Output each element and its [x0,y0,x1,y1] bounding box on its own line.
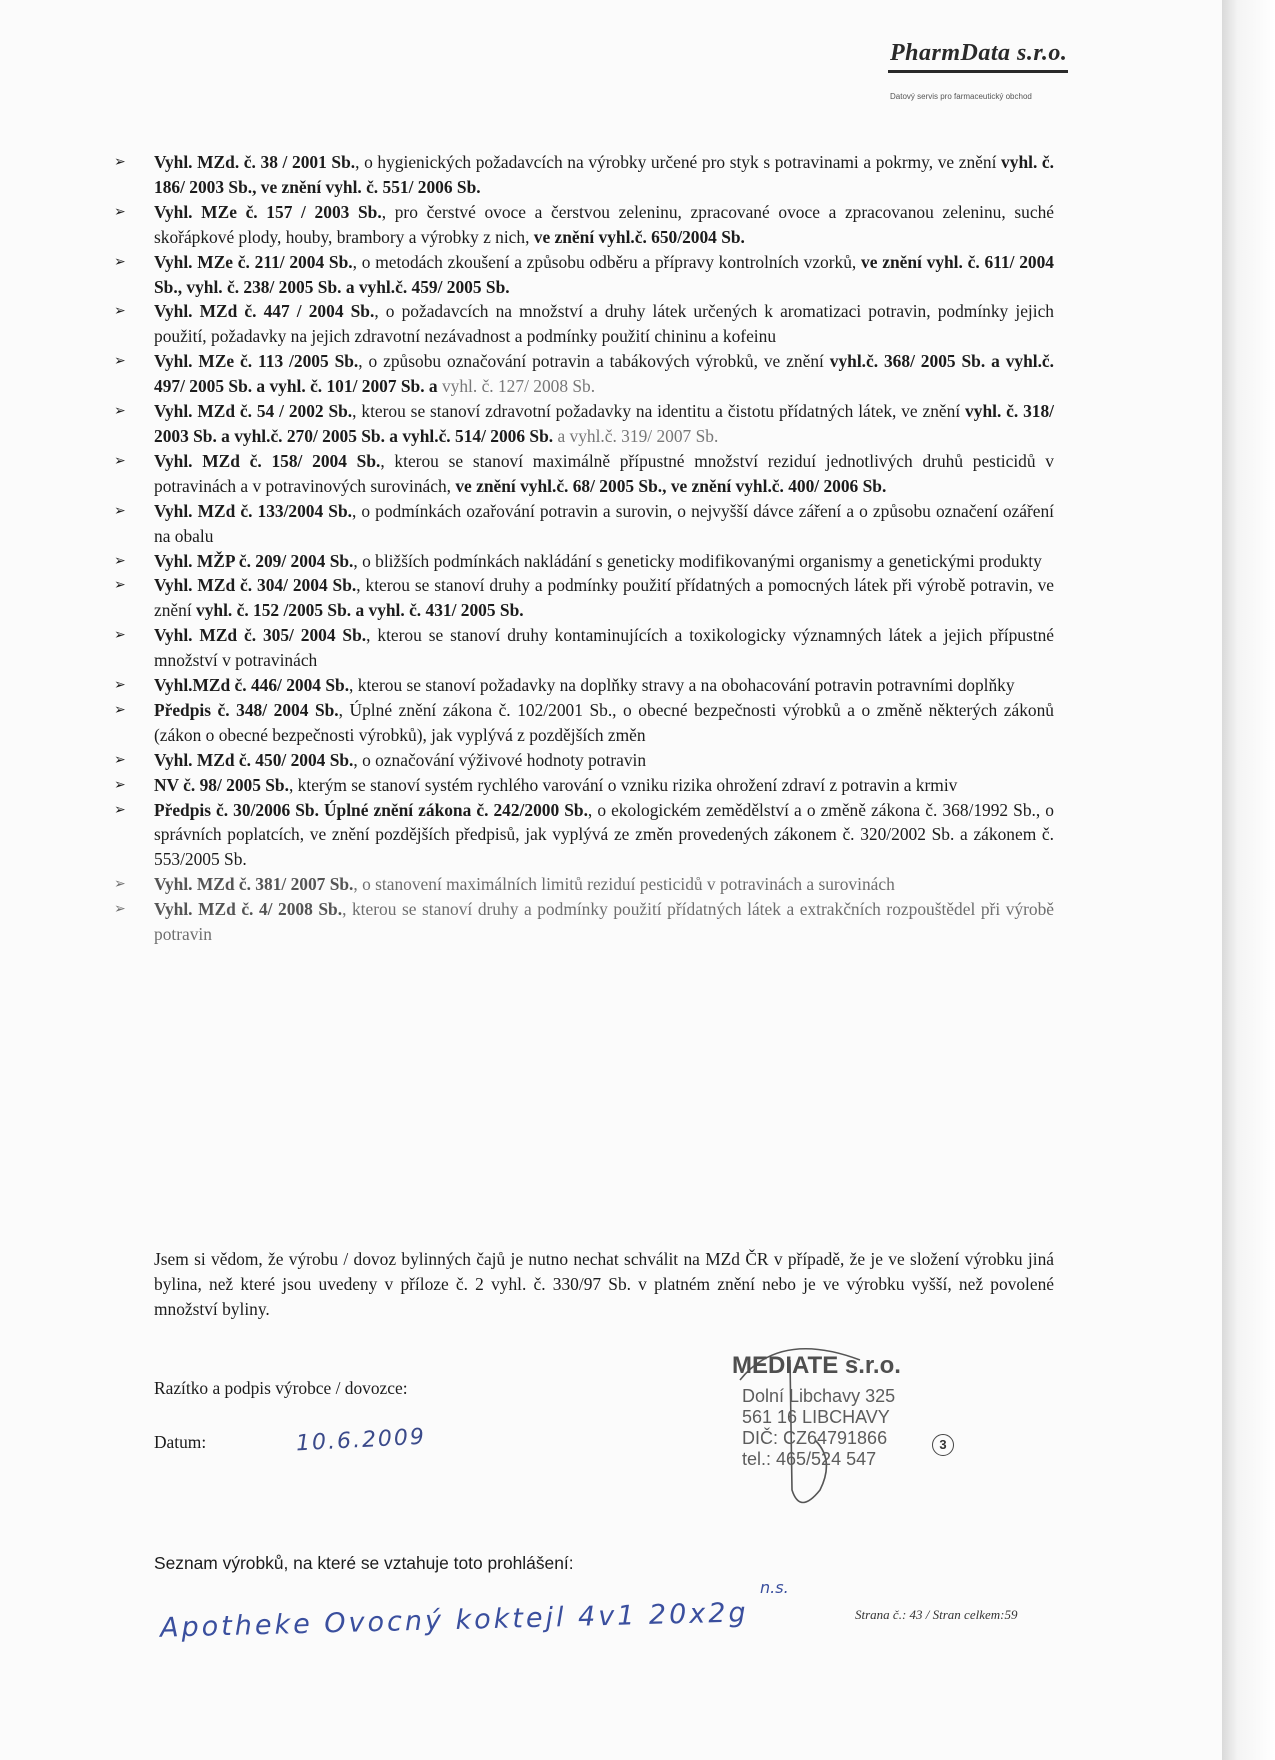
regulation-reference: Vyhl. MZe č. 211/ 2004 Sb. [154,251,353,272]
regulation-description: , o ekologickém zemědělství a o změně zákona č. 368/1992 Sb., o správních poplatcích, ve znění pozdějších předpisů, jak vyplývá ze změn provedených zákonem č. 320/2002 Sb. a zákonem č. 553/2005 Sb. [154,799,1054,870]
bullet-arrow-icon: ➢ [114,901,126,918]
bullet-arrow-icon: ➢ [114,577,126,594]
regulation-reference: Vyhl. MZe č. 157 / 2003 Sb. [154,201,382,222]
regulation-reference: Vyhl. MZd č. 54 / 2002 Sb. [154,401,353,422]
stamp-address-line1: Dolní Libchavy 325 [742,1386,896,1406]
regulation-description: , o stanovení maximálních limitů reziduí pesticidů v potravinách a surovinách [353,874,895,895]
regulation-description: , kterou se stanoví druhy a podmínky použití přídatných látek a extrakčních rozpouštědel při výrobě potravin [154,899,1055,945]
bullet-arrow-icon: ➢ [114,627,126,644]
regulation-item [84,299,1054,349]
bullet-arrow-icon: ➢ [114,154,126,170]
regulation-description: , o způsobu označování potravin a tabákových výrobků, ve znění [358,351,830,372]
regulation-item [84,698,1054,748]
regulation-reference: Vyhl.MZd č. 446/ 2004 Sb. [154,675,350,696]
regulation-description: , o hygienických požadavcích na výrobky určené pro styk s potravinami a pokrmy, ve znění [355,152,1002,172]
regulation-reference: Vyhl. MZd č. 450/ 2004 Sb. [154,749,354,770]
bullet-arrow-icon: ➢ [114,502,126,519]
regulation-reference: Vyhl. MZd č. 447 / 2004 Sb. [154,301,375,322]
page-number: Strana č.: 43 / Stran celkem:59 [855,1607,1018,1622]
stamp-dic: DIČ: CZ64791866 [742,1428,888,1448]
regulation-reference: Vyhl. MZe č. 113 /2005 Sb. [154,351,359,372]
regulation-item [84,798,1054,873]
regulation-reference: Předpis č. 348/ 2004 Sb. [154,699,339,720]
regulation-reference: Vyhl. MZd. č. 38 / 2001 Sb. [154,152,356,172]
bullet-arrow-icon: ➢ [114,801,126,818]
regulation-reference: Vyhl. MZd č. 158/ 2004 Sb. [154,450,381,471]
regulation-reference: Vyhl. MŽP č. 209/ 2004 Sb. [154,550,354,571]
regulation-description: , o bližších podmínkách nakládání s geneticky modifikovanými organismy a genetickými produkty [353,550,1042,571]
regulation-description: , o metodách zkoušení a způsobu odběru a přípravy kontrolních vzorků, [352,251,862,272]
herbal-tea-statement: Jsem si vědom, že výrobu / dovoz bylinných čajů je nutno nechat schválit na MZd ČR v případě, že je ve složení výrobku jiná bylina, než které jsou uvedeny v příloze č. 2 vyhl. č. 330/97 Sb. v platném znění nebo je ve výrobku vyšší, než povolené množství byliny. [154,1249,1054,1319]
products-label: Seznam výrobků, na které se vztahuje toto prohlášení: [154,1553,574,1573]
stamp-address-line2: 561 16 LIBCHAVY [742,1407,890,1427]
bullet-arrow-icon: ➢ [114,876,126,893]
logo-underline [888,70,1068,73]
regulation-item [84,897,1054,947]
regulation-amendments: vyhl. č. 186/ 2003 Sb., ve znění vyhl. č. 551/ 2006 Sb. [154,152,1054,197]
regulation-item [84,748,1054,773]
regulation-amendments: ve znění vyhl.č. 650/2004 Sb. [533,226,745,247]
regulation-reference: Vyhl. MZd č. 381/ 2007 Sb. [154,874,354,895]
regulation-item [84,673,1054,698]
regulation-description: , o označování výživové hodnoty potravin [353,749,647,770]
logo-text: PharmData s.r.o. [890,40,1068,66]
logo-subtitle: Datový servis pro farmaceutický obchod [890,92,1032,101]
regulation-amendments-tail: a vyhl.č. 319/ 2007 Sb. [553,425,719,446]
regulation-description: , kterou se stanoví zdravotní požadavky na identitu a čistotu přídatných látek, ve znění [352,401,966,422]
regulation-reference: NV č. 98/ 2005 Sb. [154,774,289,795]
regulation-amendments: ve znění vyhl. č. 611/ 2004 Sb., vyhl. č. 238/ 2005 Sb. a vyhl.č. 459/ 2005 Sb. [154,251,1054,297]
regulation-description: , pro čerstvé ovoce a čerstvou zeleninu, zpracované ovoce a zpracovanou zeleninu, suché skořápkové plody, houby, brambory a výrobky z nich, [154,201,1054,247]
regulation-amendments: ve znění vyhl.č. 68/ 2005 Sb., ve znění vyhl.č. 400/ 2006 Sb. [455,475,887,496]
regulation-item [84,250,1054,300]
regulation-description: , Úplné znění zákona č. 102/2001 Sb., o obecné bezpečnosti výrobků a o změně některých zákonů (zákon o obecné bezpečnosti výrobků), jak vyplývá z pozdějších změn [154,699,1054,745]
bullet-arrow-icon: ➢ [114,403,126,420]
regulation-list [114,150,1055,947]
bullet-arrow-icon: ➢ [114,203,126,220]
bullet-arrow-icon: ➢ [114,353,126,370]
bullet-arrow-icon: ➢ [114,452,126,469]
regulation-description: , kterou se stanoví druhy a podmínky použití přídatných a pomocných látek při výrobě potravin, ve znění [154,575,1054,621]
regulation-item [84,573,1054,623]
stamp-signature-label: Razítko a podpis výrobce / dovozce: [154,1378,408,1398]
regulation-amendments: vyhl.č. 368/ 2005 Sb. a vyhl.č. 497/ 2005 Sb. a vyhl. č. 101/ 2007 Sb. a [154,351,1054,397]
stamp-tel: tel.: 465/524 547 [742,1449,877,1469]
regulation-item [84,449,1054,499]
regulation-item [84,150,1054,200]
regulation-amendments: vyhl. č. 152 /2005 Sb. a vyhl. č. 431/ 2005 Sb. [196,600,524,621]
regulation-description: , kterou se stanoví maximálně přípustné množství reziduí jednotlivých druhů pesticidů v potravinách a v potravinových surovinách, [154,450,1054,496]
bullet-arrow-icon: ➢ [114,751,126,768]
regulation-description: , o požadavcích na množství a druhy látek určených k aromatizaci potravin, podmínky jejich použití, požadavky na jejich zdravotní nezávadnost a podmínky použití chininu a kofeinu [154,301,1054,347]
company-stamp [720,1340,970,1510]
regulation-description: , kterou se stanoví druhy kontaminujících a toxikologicky významných látek a jejich přípustné množství v potravinách [154,625,1054,671]
scan-edge [1222,0,1275,1760]
regulation-reference: Předpis č. 30/2006 Sb. Úplné znění zákona č. 242/2000 Sb. [154,799,588,820]
bullet-arrow-icon: ➢ [114,303,126,320]
regulation-description: , kterou se stanoví požadavky na doplňky stravy a na obohacování potravin potravními doplňky [349,675,1015,696]
handwritten-date: 10.6.2009 [295,1424,427,1457]
regulation-item [84,872,1054,897]
regulation-description: , kterým se stanoví systém rychlého varování o vzniku rizika ohrožení zdraví z potravin a krmiv [288,774,958,795]
regulation-item [84,349,1054,399]
regulation-description: , o podmínkách ozařování potravin a surovin, o nejvyšší dávce záření a o způsobu označení ozáření na obalu [154,500,1054,546]
company-logo [880,40,1080,110]
handwritten-product-list: Apotheke Ovocný koktejl 4v1 20x2g [159,1597,749,1644]
stamp-company-name: MEDIATE s.r.o. [732,1352,901,1379]
regulation-item [84,200,1054,250]
circled-number: 3 [932,1434,954,1456]
regulation-amendments: vyhl. č. 318/ 2003 Sb. a vyhl.č. 270/ 2005 Sb. a vyhl.č. 514/ 2006 Sb. [154,401,1055,446]
regulation-item [84,773,1054,798]
regulation-amendments-tail: vyhl. č. 127/ 2008 Sb. [437,376,596,397]
bullet-arrow-icon: ➢ [114,701,126,718]
regulation-item [84,499,1054,549]
handwritten-note: n.s. [760,1578,789,1597]
bullet-arrow-icon: ➢ [114,552,126,569]
regulation-item [84,399,1054,449]
bullet-arrow-icon: ➢ [114,253,126,270]
regulation-item [84,549,1054,574]
regulation-reference: Vyhl. MZd č. 305/ 2004 Sb. [154,625,367,646]
regulation-reference: Vyhl. MZd č. 133/2004 Sb. [154,500,352,521]
date-label: Datum: [154,1432,207,1452]
bullet-arrow-icon: ➢ [114,776,126,793]
regulation-reference: Vyhl. MZd č. 304/ 2004 Sb. [154,575,357,596]
bullet-arrow-icon: ➢ [114,677,126,694]
regulation-reference: Vyhl. MZd č. 4/ 2008 Sb. [154,899,343,920]
regulation-item [84,623,1054,673]
